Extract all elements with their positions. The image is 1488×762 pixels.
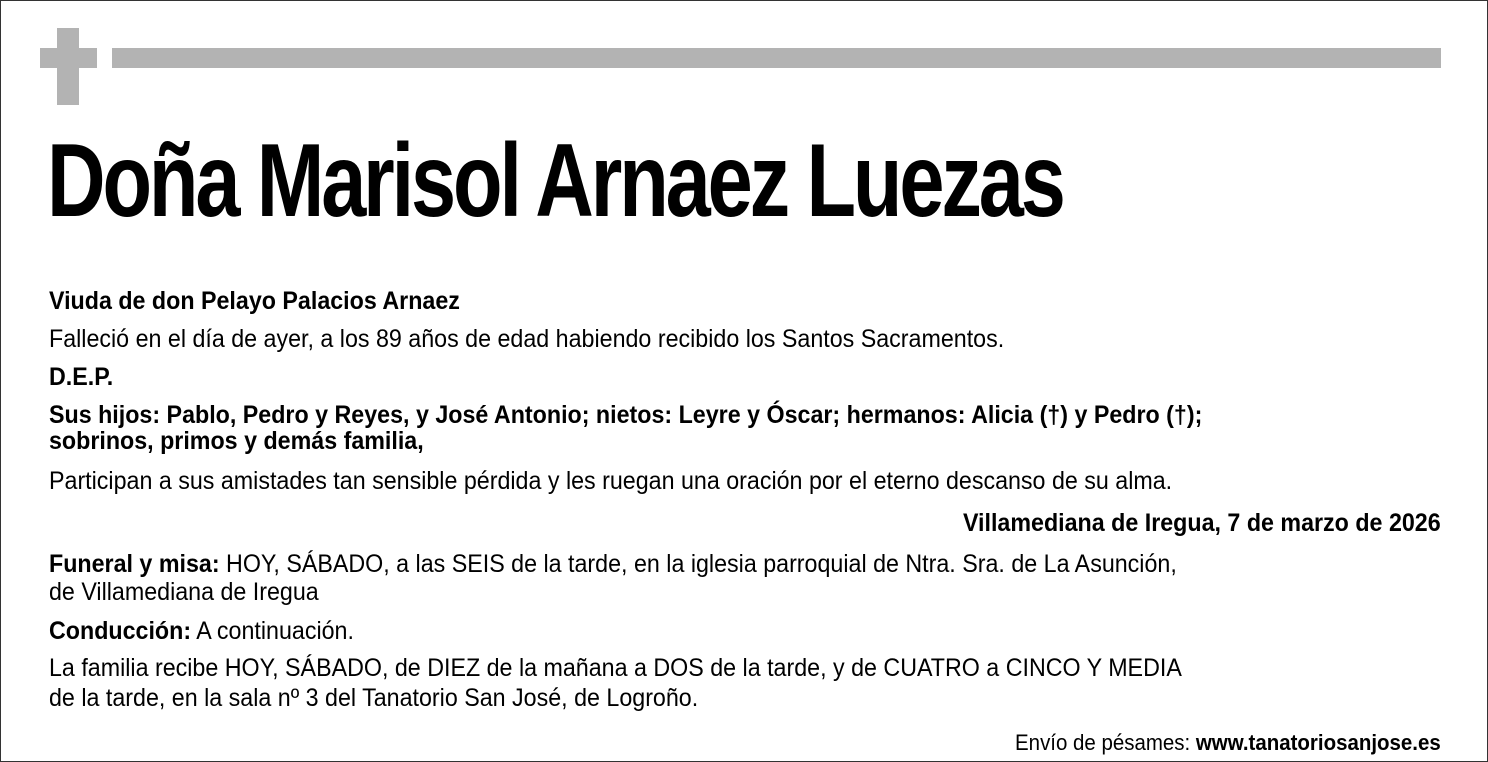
condolences-link[interactable]: www.tanatoriosanjose.es	[1196, 730, 1441, 755]
visitation-line-2: de la tarde, en la sala nº 3 del Tanatorio San José, de Logroño.	[49, 684, 699, 712]
header-rule	[112, 48, 1441, 68]
request: Participan a sus amistades tan sensible pérdida y les ruegan una oración por el eterno descanso de su alma.	[49, 467, 1173, 495]
condolences-label: Envío de pésames:	[1015, 730, 1197, 755]
procession-line	[49, 616, 354, 646]
procession-text: A continuación.	[191, 617, 354, 645]
family-line-2: sobrinos, primos y demás familia,	[49, 427, 424, 455]
cross-icon-arm	[40, 48, 97, 68]
rip: D.E.P.	[49, 363, 114, 391]
condolences-line	[1015, 728, 1441, 758]
death-notice: Falleció en el día de ayer, a los 89 años de edad habiendo recibido los Santos Sacramentos.	[49, 325, 1005, 353]
funeral-line-2: de Villamediana de Iregua	[49, 578, 319, 606]
funeral-label: Funeral y misa:	[49, 550, 220, 578]
funeral-text: HOY, SÁBADO, a las SEIS de la tarde, en la iglesia parroquial de Ntra. Sra. de La Asunción,	[219, 550, 1177, 578]
place-date: Villamediana de Iregua, 7 de marzo de 2026	[963, 509, 1441, 537]
deceased-name: Doña Marisol Arnaez Luezas	[47, 123, 1063, 239]
procession-label: Conducción:	[49, 617, 192, 645]
funeral-line	[49, 549, 1177, 579]
visitation-line-1: La familia recibe HOY, SÁBADO, de DIEZ de la mañana a DOS de la tarde, y de CUATRO a CINCO Y MEDIA	[49, 654, 1182, 682]
widow-of: Viuda de don Pelayo Palacios Arnaez	[49, 287, 460, 315]
family-line-1: Sus hijos: Pablo, Pedro y Reyes, y José Antonio; nietos: Leyre y Óscar; hermanos: Alicia (†) y Pedro (†);	[49, 401, 1203, 429]
